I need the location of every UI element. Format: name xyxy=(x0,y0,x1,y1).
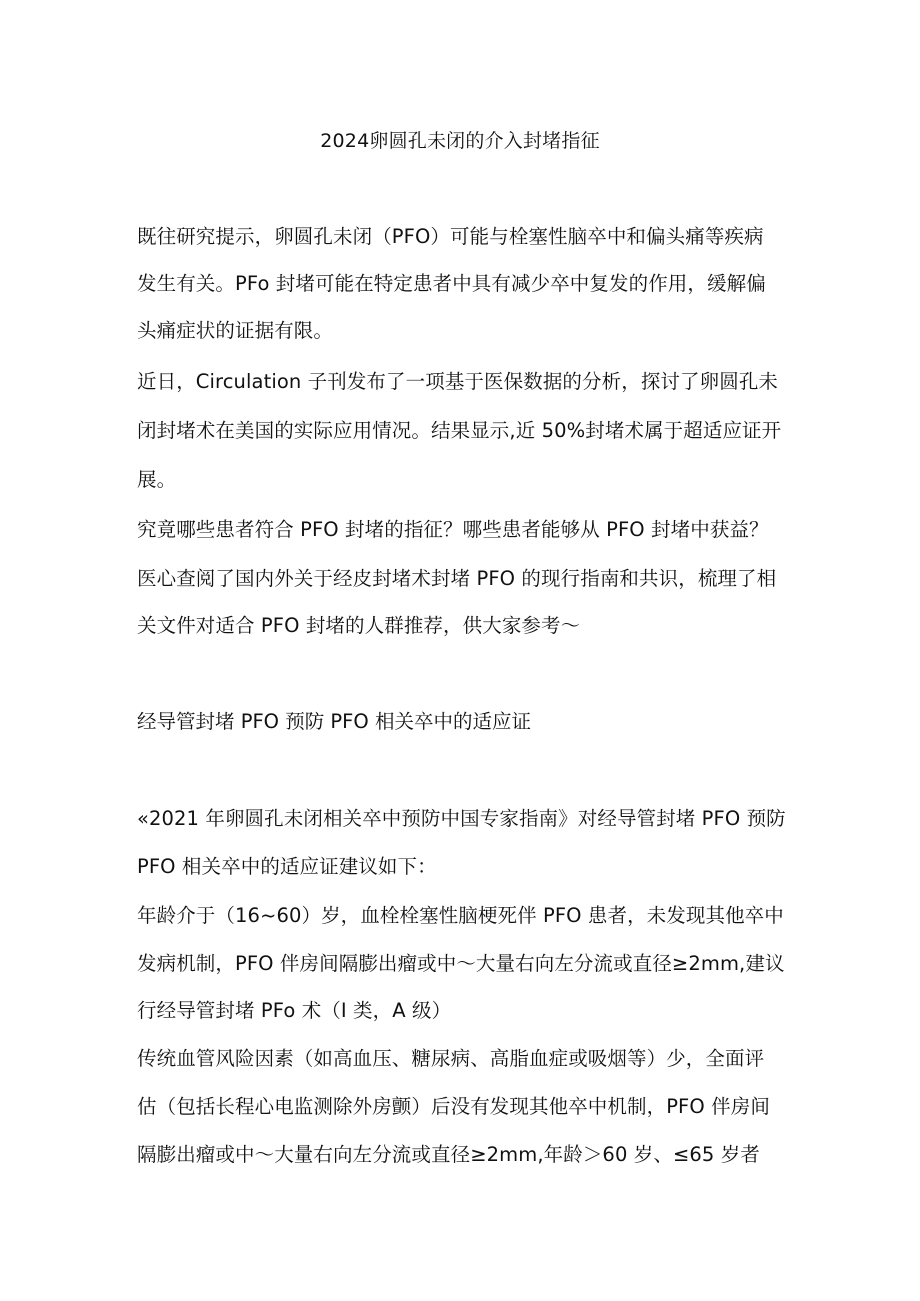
section-paragraph-2-line-2: 发病机制，PFO 伴房间隔膨出瘤或中〜大量右向左分流或直径≥2mm,建议 xyxy=(137,952,785,975)
intro-paragraph-1-line-3: 头痛症状的证据有限。 xyxy=(137,319,334,342)
section-paragraph-2-line-3: 行经导管封堵 PFo 术（I 类，A 级） xyxy=(137,999,452,1022)
intro-paragraph-3-line-1: 究竟哪些患者符合 PFO 封堵的指征？哪些患者能够从 PFO 封堵中获益？ xyxy=(137,518,769,541)
section-paragraph-2-line-1: 年龄介于（16~60）岁，血栓栓塞性脑梗死伴 PFO 患者，未发现其他卒中 xyxy=(137,904,784,927)
intro-paragraph-2-line-2: 闭封堵术在美国的实际应用情况。结果显示,近 50%封堵术属于超适应证开 xyxy=(137,419,782,442)
intro-paragraph-1-line-1: 既往研究提示，卵圆孔未闭（PFO）可能与栓塞性脑卒中和偏头痛等疾病 xyxy=(137,225,764,248)
section-paragraph-3-line-1: 传统血管风险因素（如高血压、糖尿病、高脂血症或吸烟等）少，全面评 xyxy=(137,1047,765,1070)
section-paragraph-3-line-3: 隔膨出瘤或中〜大量右向左分流或直径≥2mm,年龄＞60 岁、≤65 岁者 xyxy=(137,1143,760,1166)
document-title: 2024卵圆孔未闭的介入封堵指征 xyxy=(320,130,600,152)
intro-paragraph-1-line-2: 发生有关。PFo 封堵可能在特定患者中具有减少卒中复发的作用，缓解偏 xyxy=(137,272,766,295)
section-heading: 经导管封堵 PFO 预防 PFO 相关卒中的适应证 xyxy=(137,710,531,733)
intro-paragraph-2-line-1: 近日，Circulation 子刊发布了一项基于医保数据的分析，探讨了卵圆孔未 xyxy=(137,370,779,393)
section-paragraph-1-line-1: «2021 年卵圆孔未闭相关卒中预防中国专家指南》对经导管封堵 PFO 预防 xyxy=(137,807,786,830)
intro-paragraph-3-line-2: 医心查阅了国内外关于经皮封堵术封堵 PFO 的现行指南和共识，梳理了相 xyxy=(137,567,777,590)
intro-paragraph-3-line-3: 关文件对适合 PFO 封堵的人群推荐，供大家参考〜 xyxy=(137,614,581,637)
intro-paragraph-2-line-3: 展。 xyxy=(137,468,177,491)
section-paragraph-1-line-2: PFO 相关卒中的适应证建议如下： xyxy=(137,855,437,878)
section-paragraph-3-line-2: 估（包括长程心电监测除外房颤）后没有发现其他卒中机制，PFO 伴房间 xyxy=(137,1095,770,1118)
